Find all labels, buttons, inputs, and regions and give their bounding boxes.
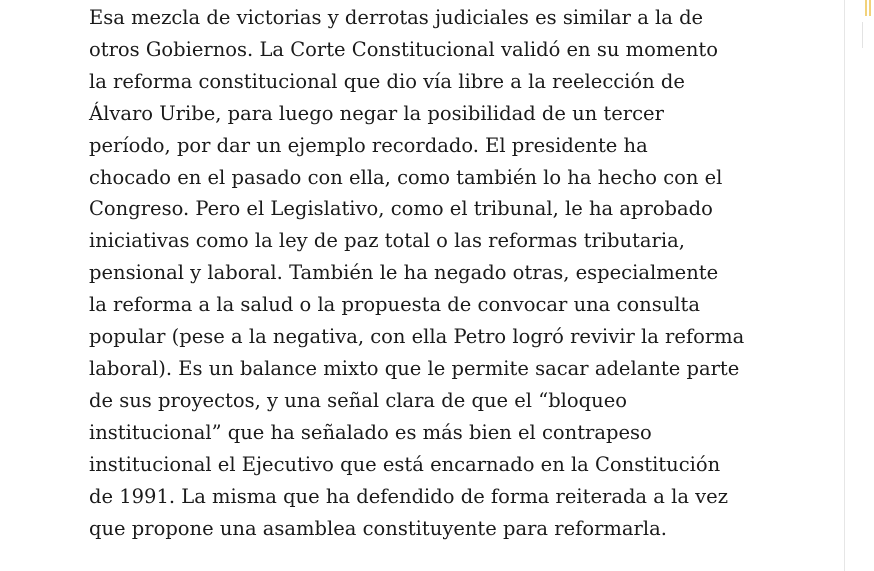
bookmark-icon-bar-left (865, 0, 867, 16)
paragraph-line: laboral). Es un balance mixto que le permite sacar adelante parte (89, 356, 740, 380)
paragraph-line: período, por dar un ejemplo recordado. El presidente ha (89, 133, 648, 157)
paragraph-line: la reforma a la salud o la propuesta de convocar una consulta (89, 293, 700, 317)
sidebar-divider (844, 0, 845, 571)
paragraph-line: otros Gobiernos. La Corte Constitucional validó en su momento (89, 37, 718, 61)
scroll-track (862, 22, 863, 48)
paragraph-line: iniciativas como la ley de paz total o las reformas tributaria, (89, 229, 685, 253)
paragraph-line: Esa mezcla de victorias y derrotas judiciales es similar a la de (89, 6, 704, 29)
article-paragraph (89, 2, 769, 544)
paragraph-line: pensional y laboral. También le ha negado otras, especialmente (89, 261, 719, 285)
paragraph-line: institucional el Ejecutivo que está encarnado en la Constitución (89, 452, 721, 476)
paragraph-line: Álvaro Uribe, para luego negar la posibilidad de un tercer (89, 101, 664, 125)
bookmark-icon-bar-right (869, 0, 871, 16)
paragraph-line: la reforma constitucional que dio vía libre a la reelección de (89, 69, 685, 93)
paragraph-line: institucional” que ha señalado es más bien el contrapeso (89, 420, 652, 444)
paragraph-line: Congreso. Pero el Legislativo, como el tribunal, le ha aprobado (89, 197, 713, 221)
paragraph-line: chocado en el pasado con ella, como también lo ha hecho con el (89, 165, 723, 189)
paragraph-line: de 1991. La misma que ha defendido de forma reiterada a la vez (89, 484, 728, 508)
paragraph-line: de sus proyectos, y una señal clara de que el “bloqueo (89, 388, 627, 412)
paragraph-line: que propone una asamblea constituyente para reformarla. (89, 516, 667, 540)
article-body (89, 2, 769, 544)
bookmark-icon[interactable] (862, 0, 874, 50)
paragraph-line: popular (pese a la negativa, con ella Petro logró revivir la reforma (89, 325, 745, 349)
